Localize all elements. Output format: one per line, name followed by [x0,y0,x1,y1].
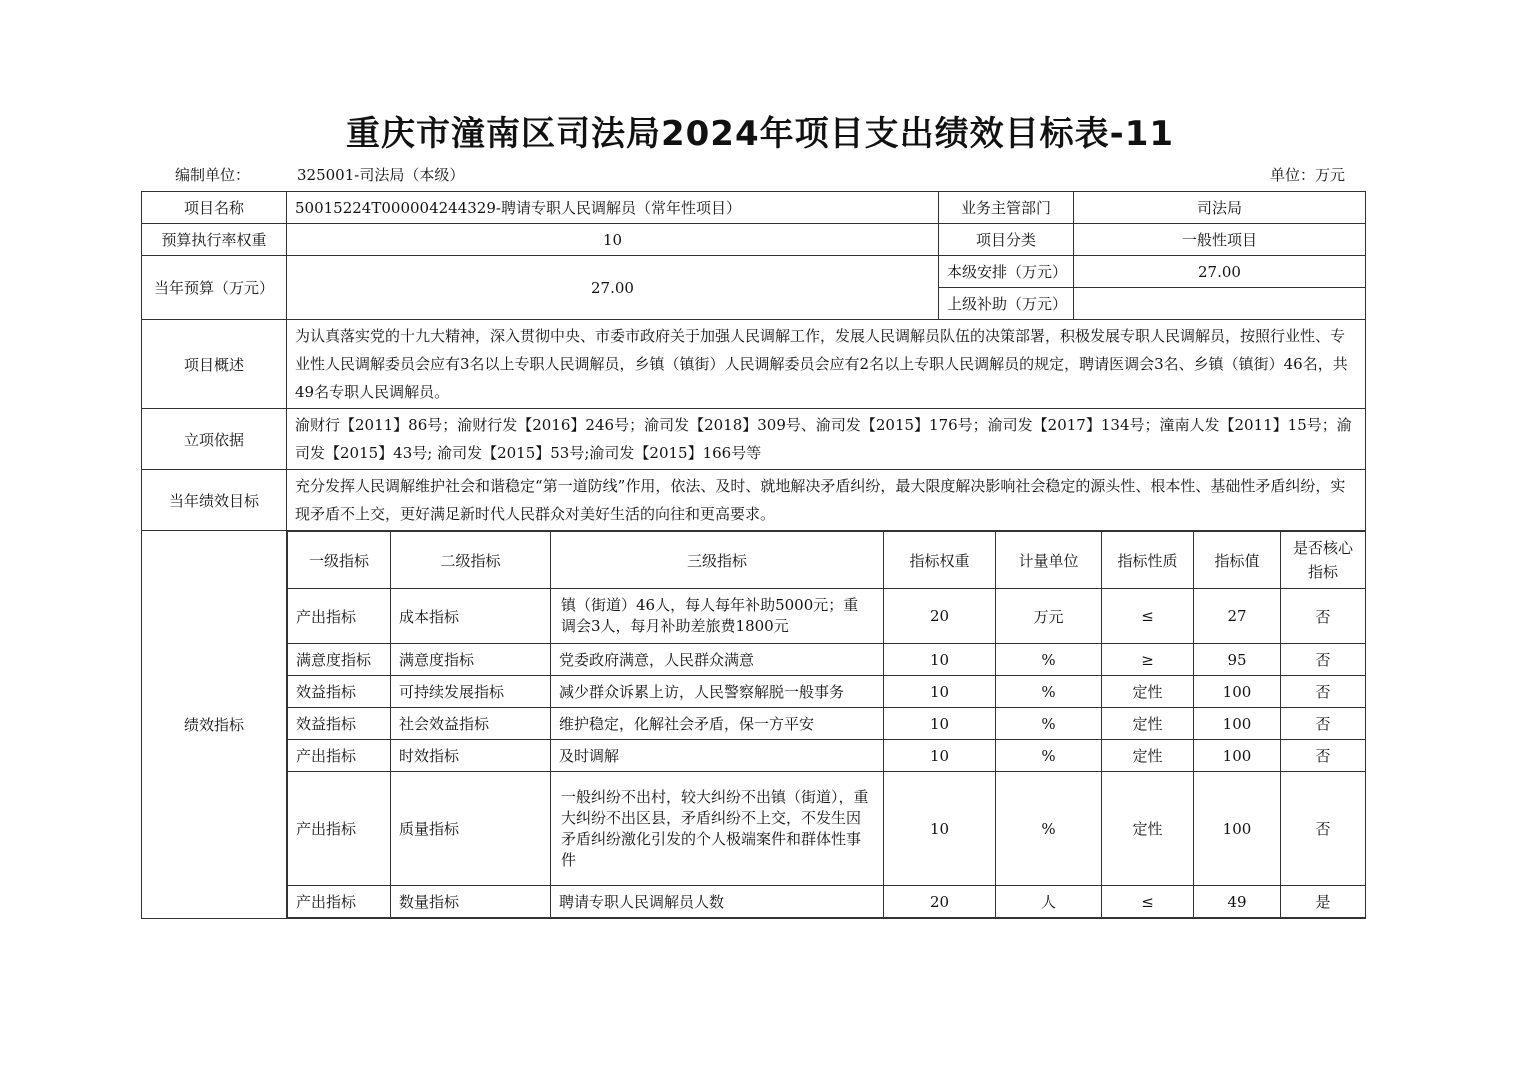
header-level1: 一级指标 [288,532,391,589]
row-nature: ≤ [1102,589,1194,644]
row-unit: % [996,708,1102,740]
header-core: 是否核心指标 [1281,532,1366,589]
row-value: 95 [1194,644,1281,676]
row-weight: 10 [884,740,996,772]
weight-value: 10 [287,224,939,256]
row-value: 100 [1194,676,1281,708]
table-row [288,589,1366,644]
budget-label: 当年预算（万元） [142,256,287,320]
table-row [288,740,1366,772]
local-value: 27.00 [1074,256,1366,288]
row-nature: ≥ [1102,644,1194,676]
table-row [288,708,1366,740]
row-core: 是 [1281,886,1366,918]
org-label: 编制单位： [175,166,251,184]
row-core: 否 [1281,772,1366,886]
row-level1: 产出指标 [288,589,391,644]
row-level3: 减少群众诉累上访，人民警察解脱一般事务 [551,676,884,708]
unit-label: 单位：万元 [1270,166,1346,184]
row-level3: 维护稳定，化解社会矛盾，保一方平安 [551,708,884,740]
row-level1: 效益指标 [288,708,391,740]
dept-value: 司法局 [1074,192,1366,224]
row-level2: 数量指标 [391,886,551,918]
indicator-table [287,531,1366,918]
row-level3: 聘请专职人民调解员人数 [551,886,884,918]
row-level2: 成本指标 [391,589,551,644]
overview-label: 项目概述 [142,320,287,409]
row-weight: 10 [884,772,996,886]
row-nature: 定性 [1102,772,1194,886]
row-level1: 满意度指标 [288,644,391,676]
row-level2: 社会效益指标 [391,708,551,740]
row-level3: 一般纠纷不出村，较大纠纷不出镇（街道），重大纠纷不出区县，矛盾纠纷不上交，不发生因矛盾纠纷激化引发的个人极端案件和群体性事件 [551,772,884,886]
row-unit: % [996,676,1102,708]
row-core: 否 [1281,708,1366,740]
weight-label: 预算执行率权重 [142,224,287,256]
row-level1: 产出指标 [288,740,391,772]
row-level3: 镇（街道）46人，每人每年补助5000元；重调会3人，每月补助差旅费1800元 [551,589,884,644]
row-level1: 产出指标 [288,772,391,886]
row-value: 100 [1194,740,1281,772]
upper-value [1074,288,1366,320]
row-level2: 质量指标 [391,772,551,886]
upper-label: 上级补助（万元） [939,288,1074,320]
indicators-label: 绩效指标 [142,531,287,919]
header-unit: 计量单位 [996,532,1102,589]
row-value: 49 [1194,886,1281,918]
project-name-value: 50015224T000004244329-聘请专职人民调解员（常年性项目） [287,192,939,224]
performance-table [141,191,1366,919]
row-nature: 定性 [1102,676,1194,708]
row-unit: % [996,772,1102,886]
row-unit: % [996,740,1102,772]
local-label: 本级安排（万元） [939,256,1074,288]
row-level3: 党委政府满意，人民群众满意 [551,644,884,676]
row-level1: 效益指标 [288,676,391,708]
row-level3: 及时调解 [551,740,884,772]
row-weight: 20 [884,589,996,644]
org-value: 325001-司法局（本级） [297,166,465,184]
row-unit: 万元 [996,589,1102,644]
row-unit: 人 [996,886,1102,918]
row-level2: 时效指标 [391,740,551,772]
category-label: 项目分类 [939,224,1074,256]
goal-label: 当年绩效目标 [142,470,287,531]
table-row [288,644,1366,676]
header-weight: 指标权重 [884,532,996,589]
header-nature: 指标性质 [1102,532,1194,589]
row-nature: 定性 [1102,740,1194,772]
header-level2: 二级指标 [391,532,551,589]
overview-value: 为认真落实党的十九大精神，深入贯彻中央、市委市政府关于加强人民调解工作，发展人民调解员队伍的决策部署，积极发展专职人民调解员，按照行业性、专业性人民调解委员会应有3名以上专职人民调解员，乡镇（镇街）人民调解委员会应有2名以上专职人民调解员的规定，聘请医调会3名、乡镇（镇街）46名，共49名专职人民调解员。 [287,320,1366,409]
row-weight: 10 [884,644,996,676]
row-weight: 10 [884,708,996,740]
row-value: 27 [1194,589,1281,644]
row-core: 否 [1281,740,1366,772]
dept-label: 业务主管部门 [939,192,1074,224]
row-unit: % [996,644,1102,676]
project-name-label: 项目名称 [142,192,287,224]
row-core: 否 [1281,676,1366,708]
table-row [288,676,1366,708]
row-nature: 定性 [1102,708,1194,740]
budget-value: 27.00 [287,256,939,320]
row-core: 否 [1281,589,1366,644]
basis-value: 渝财行【2011】86号；渝财行发【2016】246号；渝司发【2018】309号、渝司发【2015】176号；渝司发【2017】134号；潼南人发【2011】15号；渝司发【2015】43号; 渝司发【2015】53号;渝司发【2015】166号等 [287,409,1366,470]
row-weight: 10 [884,676,996,708]
row-level2: 可持续发展指标 [391,676,551,708]
category-value: 一般性项目 [1074,224,1366,256]
row-level2: 满意度指标 [391,644,551,676]
header-level3: 三级指标 [551,532,884,589]
row-value: 100 [1194,772,1281,886]
row-value: 100 [1194,708,1281,740]
row-weight: 20 [884,886,996,918]
row-level1: 产出指标 [288,886,391,918]
row-nature: ≤ [1102,886,1194,918]
row-core: 否 [1281,644,1366,676]
indicators-cell [287,531,1366,919]
basis-label: 立项依据 [142,409,287,470]
goal-value: 充分发挥人民调解维护社会和谐稳定“第一道防线”作用，依法、及时、就地解决矛盾纠纷，最大限度解决影响社会稳定的源头性、根本性、基础性矛盾纠纷，实现矛盾不上交，更好满足新时代人民群众对美好生活的向往和更高要求。 [287,470,1366,531]
table-row [288,772,1366,886]
page-title: 重庆市潼南区司法局2024年项目支出绩效目标表-11 [345,114,1175,154]
header-value: 指标值 [1194,532,1281,589]
table-row [288,886,1366,918]
